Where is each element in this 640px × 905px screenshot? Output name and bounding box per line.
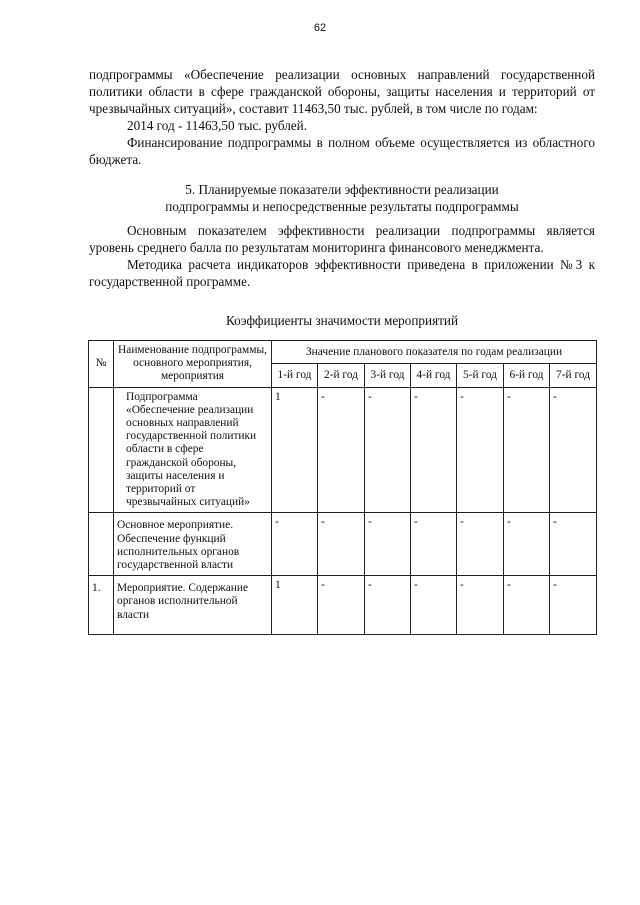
row-name: Подпрограмма «Обеспечение реализации основных направлений государственной политики области в сфере гражданской обороны, защиты населения и территорий от чрезвычайных ситуаций» (114, 387, 272, 513)
row-name: Основное мероприятие. Обеспечение функций исполнительных органов государственной власти (114, 513, 272, 576)
row-value: - (550, 576, 597, 635)
row-value: 1 (272, 576, 318, 635)
row-value: - (272, 513, 318, 576)
row-value: - (318, 513, 365, 576)
row-value: - (318, 387, 365, 513)
header-year: 7-й год (550, 364, 597, 387)
row-value: - (318, 576, 365, 635)
row-value: - (504, 387, 550, 513)
intro-section (89, 66, 595, 168)
header-year: 2-й год (318, 364, 365, 387)
row-value: - (411, 387, 457, 513)
header-num: № (89, 341, 114, 388)
row-value: - (504, 576, 550, 635)
intro-paragraph-2: 2014 год - 11463,50 тыс. рублей. (127, 118, 307, 133)
row-value: 1 (272, 387, 318, 513)
table-row (89, 576, 597, 635)
header-year: 1-й год (272, 364, 318, 387)
row-num: 1. (89, 576, 114, 635)
row-value: - (411, 576, 457, 635)
section-heading (89, 181, 595, 215)
table-header-row (89, 341, 597, 364)
header-values-group: Значение планового показателя по годам реализации (272, 341, 597, 364)
header-year: 4-й год (411, 364, 457, 387)
section-heading-line-2: подпрограммы и непосредственные результаты подпрограммы (165, 199, 519, 214)
intro-paragraph-3: Финансирование подпрограммы в полном объеме осуществляется из областного бюджета. (89, 135, 595, 167)
row-num (89, 513, 114, 576)
table-title: Коэффициенты значимости мероприятий (225, 313, 459, 328)
row-num (89, 387, 114, 513)
row-value: - (365, 513, 411, 576)
row-value: - (411, 513, 457, 576)
row-value: - (457, 513, 504, 576)
header-year: 3-й год (365, 364, 411, 387)
section-body (89, 222, 595, 290)
section-heading-line-1: 5. Планируемые показатели эффективности реализации (185, 182, 499, 197)
header-year: 5-й год (457, 364, 504, 387)
header-name: Наименование подпрограммы, основного мероприятия, мероприятия (114, 341, 272, 388)
row-value: - (504, 513, 550, 576)
row-value: - (457, 576, 504, 635)
row-value: - (365, 576, 411, 635)
row-value: - (365, 387, 411, 513)
page-number: 62 (313, 22, 327, 34)
row-value: - (550, 513, 597, 576)
row-value: - (457, 387, 504, 513)
table-row (89, 387, 597, 513)
header-year: 6-й год (504, 364, 550, 387)
row-value: - (550, 387, 597, 513)
section-paragraph-1: Основным показателем эффективности реализации подпрограммы является уровень среднего балла по результатам мониторинга финансового менеджмента. (89, 223, 595, 255)
intro-paragraph-1: подпрограммы «Обеспечение реализации основных направлений государственной политики области в сфере гражданской обороны, защиты населения и территорий от чрезвычайных ситуаций», составит 11463,50 тыс. рублей, в том числе по годам: (89, 67, 595, 116)
section-paragraph-2: Методика расчета индикаторов эффективности приведена в приложении №3 к государственной программе. (89, 257, 595, 289)
row-name: Мероприятие. Содержание органов исполнительной власти (114, 576, 272, 635)
table-row (89, 513, 597, 576)
coefficients-table (88, 340, 597, 635)
